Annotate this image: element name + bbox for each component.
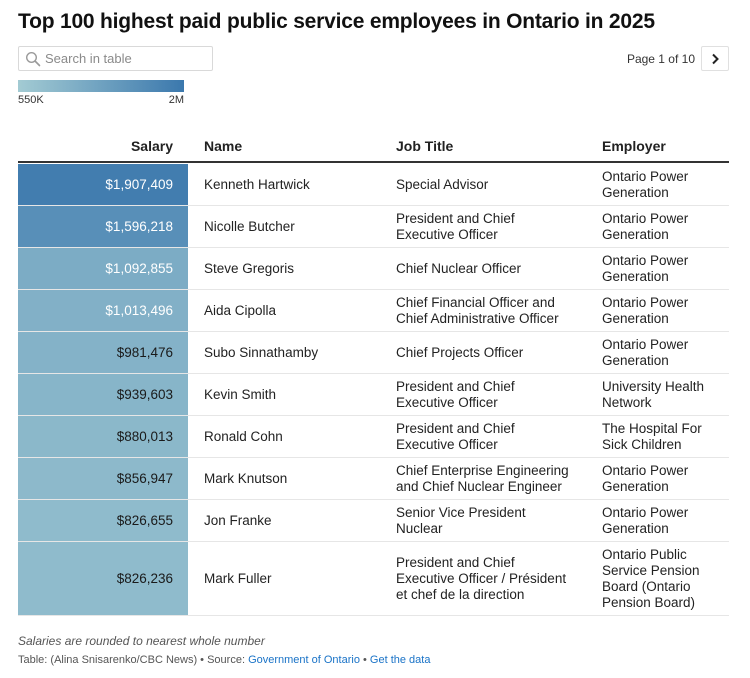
job-title-cell [396, 332, 591, 373]
job-title-line: Nuclear [396, 520, 443, 536]
employer-cell [602, 500, 729, 541]
employer-line: Generation [602, 184, 669, 200]
employer-cell [602, 206, 729, 247]
credit-line [18, 654, 430, 666]
salary-cell: $1,013,496 [18, 290, 188, 331]
job-title-cell [396, 416, 591, 457]
job-title-line: Chief Financial Officer and [396, 294, 555, 310]
job-title-cell [396, 290, 591, 331]
employer-cell [602, 332, 729, 373]
name-cell: Mark Fuller [204, 570, 272, 586]
table-row [18, 290, 729, 332]
name-cell: Jon Franke [204, 512, 272, 528]
employer-line: The Hospital For [602, 420, 702, 436]
search-box[interactable] [18, 46, 213, 71]
job-title-line: and Chief Nuclear Engineer [396, 478, 562, 494]
legend-max-label: 2M [168, 94, 184, 106]
job-title-line: Chief Administrative Officer [396, 310, 559, 326]
employer-line: Pension Board) [602, 594, 696, 610]
job-title-line: President and Chief [396, 210, 515, 226]
employer-line: Network [602, 394, 652, 410]
name-cell: Mark Knutson [204, 470, 288, 486]
name-cell: Ronald Cohn [204, 428, 283, 444]
job-title-line: et chef de la direction [396, 586, 525, 602]
employer-line: University Health [602, 378, 705, 394]
employer-cell [602, 542, 729, 615]
pagination-label: Page 1 of 10 [626, 52, 695, 66]
table-row [18, 500, 729, 542]
search-input[interactable] [45, 47, 210, 70]
employer-line: Ontario Power [602, 294, 689, 310]
employer-line: Generation [602, 268, 669, 284]
employer-line: Ontario Power [602, 336, 689, 352]
column-header-salary[interactable]: Salary [130, 138, 173, 154]
color-scale-legend [18, 80, 184, 92]
next-page-button[interactable] [701, 46, 729, 71]
job-title-cell [396, 374, 591, 415]
employer-line: Ontario Power [602, 252, 689, 268]
column-header-job-title[interactable]: Job Title [396, 138, 454, 154]
search-icon [25, 51, 41, 67]
job-title-line: Executive Officer / Président [396, 570, 567, 586]
footnote: Salaries are rounded to nearest whole number [18, 634, 265, 648]
name-cell: Subo Sinnathamby [204, 344, 319, 360]
employer-cell [602, 458, 729, 499]
employer-line: Generation [602, 226, 669, 242]
employer-line: Service Pension [602, 562, 700, 578]
table-row [18, 248, 729, 290]
salary-cell: $826,236 [18, 542, 188, 615]
employer-line: Ontario Power [602, 168, 689, 184]
employer-line: Ontario Public [602, 546, 687, 562]
employer-line: Generation [602, 478, 669, 494]
job-title-line: Executive Officer [396, 226, 498, 242]
employer-line: Ontario Power [602, 210, 689, 226]
job-title-line: Senior Vice President [396, 504, 526, 520]
job-title-cell [396, 542, 591, 615]
column-header-employer[interactable]: Employer [602, 138, 666, 154]
table-header [18, 133, 729, 163]
salary-cell: $1,596,218 [18, 206, 188, 247]
table-row [18, 332, 729, 374]
job-title-line: Executive Officer [396, 436, 498, 452]
employer-cell [602, 164, 729, 205]
salary-cell: $880,013 [18, 416, 188, 457]
employer-line: Ontario Power [602, 462, 689, 478]
employer-cell [602, 416, 729, 457]
employer-line: Generation [602, 310, 669, 326]
job-title-cell [396, 164, 591, 205]
employer-line: Board (Ontario [602, 578, 691, 594]
name-cell: Nicolle Butcher [204, 218, 295, 234]
employer-line: Sick Children [602, 436, 682, 452]
name-cell: Kenneth Hartwick [204, 176, 310, 192]
job-title-line: Chief Nuclear Officer [396, 260, 522, 276]
salary-cell: $826,655 [18, 500, 188, 541]
job-title-line: Chief Enterprise Engineering [396, 462, 569, 478]
credit-separator: • [359, 654, 370, 666]
name-cell: Kevin Smith [204, 386, 277, 402]
job-title-line: Special Advisor [396, 176, 489, 192]
column-header-name[interactable]: Name [204, 138, 243, 154]
salary-cell: $856,947 [18, 458, 188, 499]
table-row [18, 416, 729, 458]
employer-cell [602, 374, 729, 415]
job-title-line: President and Chief [396, 420, 515, 436]
source-link[interactable]: Government of Ontario [248, 654, 360, 666]
job-title-line: Chief Projects Officer [396, 344, 524, 360]
salary-cell: $1,907,409 [18, 164, 188, 205]
employer-cell [602, 290, 729, 331]
credit-text: Table: (Alina Snisarenko/CBC News) • Source: [18, 654, 249, 666]
employer-cell [602, 248, 729, 289]
salary-cell: $1,092,855 [18, 248, 188, 289]
table-row [18, 374, 729, 416]
employer-line: Generation [602, 520, 669, 536]
job-title-line: President and Chief [396, 378, 515, 394]
job-title-cell [396, 458, 591, 499]
table-body [18, 164, 729, 616]
salary-cell: $981,476 [18, 332, 188, 373]
table-row [18, 206, 729, 248]
table-row [18, 164, 729, 206]
table-row [18, 542, 729, 616]
page-title: Top 100 highest paid public service employees in Ontario in 2025 [18, 10, 655, 33]
job-title-cell [396, 500, 591, 541]
job-title-cell [396, 206, 591, 247]
employer-line: Generation [602, 352, 669, 368]
chevron-right-icon [710, 53, 720, 65]
legend-min-label: 550K [18, 94, 44, 106]
name-cell: Aida Cipolla [204, 302, 277, 318]
job-title-line: President and Chief [396, 554, 515, 570]
employer-line: Ontario Power [602, 504, 689, 520]
table-row [18, 458, 729, 500]
job-title-line: Executive Officer [396, 394, 498, 410]
job-title-cell [396, 248, 591, 289]
get-data-link[interactable]: Get the data [369, 654, 431, 666]
salary-cell: $939,603 [18, 374, 188, 415]
name-cell: Steve Gregoris [204, 260, 295, 276]
